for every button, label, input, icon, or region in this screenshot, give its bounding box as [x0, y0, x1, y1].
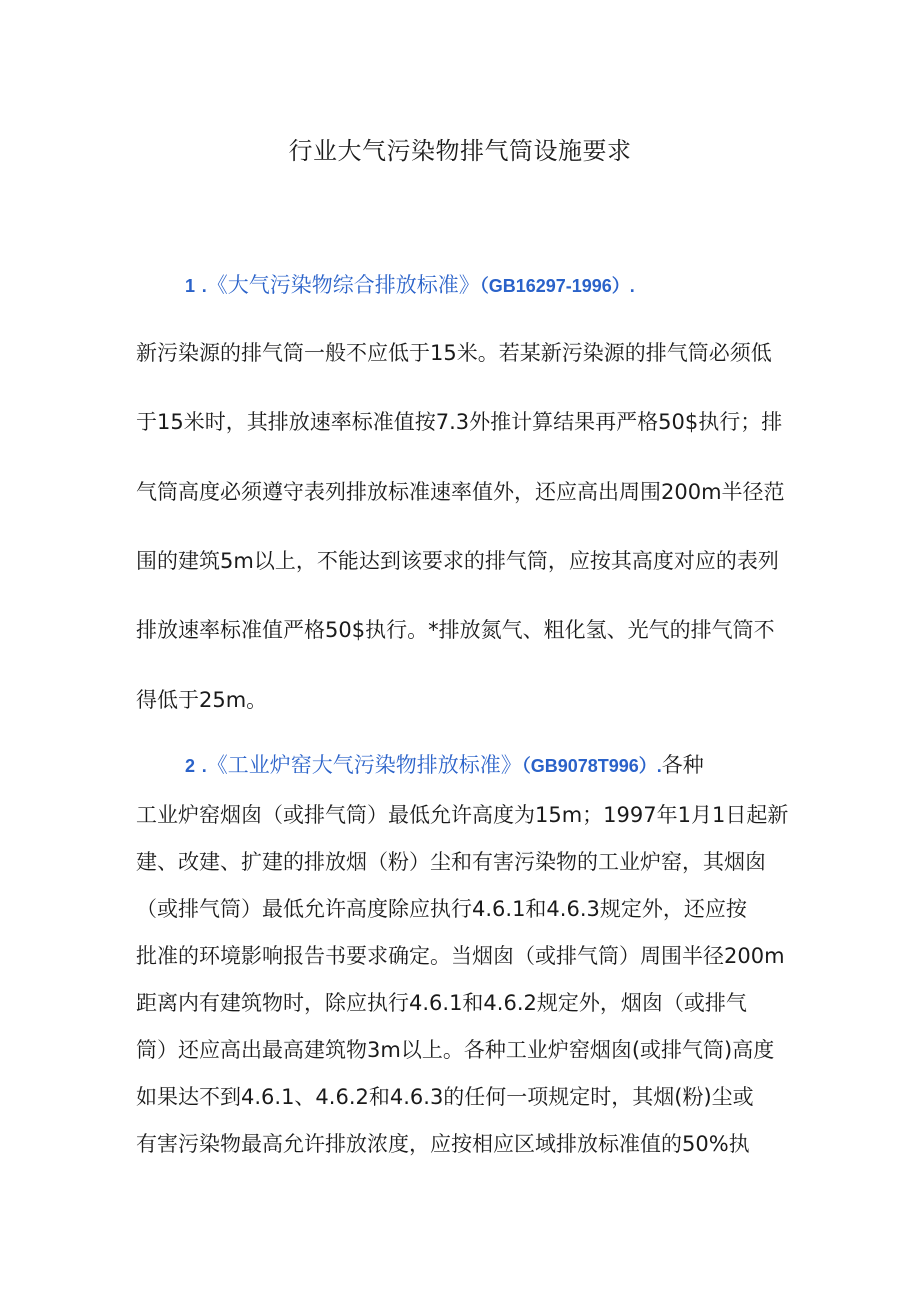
section-2-line: 有害污染物最高允许排放浓度，应按相应区域排放标准值的50%执: [136, 1132, 750, 1156]
section-1-dot: .: [201, 276, 207, 296]
section-1-standard-code: （GB16297-1996）.: [479, 276, 635, 296]
section-2-number: 2: [185, 756, 196, 776]
section-1-number: 1: [185, 276, 196, 296]
section-2-line: 工业炉窑烟囱（或排气筒）最低允许高度为15m；1997年1月1日起新: [136, 803, 789, 827]
section-1-line: 得低于25m。: [136, 688, 268, 712]
document-title: 行业大气污染物排气筒设施要求: [288, 137, 632, 165]
section-2-heading: [185, 749, 704, 782]
section-2-line: 如果达不到4.6.1、4.6.2和4.6.3的任何一项规定时，其烟(粉)尘或: [136, 1085, 754, 1109]
section-1-line: 新污染源的排气筒一般不应低于15米。若某新污染源的排气筒必须低: [136, 341, 772, 365]
section-1-line: 排放速率标准值严格50$执行。*排放氮气、粗化氢、光气的排气筒不: [136, 618, 775, 642]
section-1-standard-name: 《大气污染物综合排放标准》: [206, 273, 480, 297]
section-1-line: 于15米时，其排放速率标准值按7.3外推计算结果再严格50$执行；排: [136, 410, 783, 434]
section-2-line: 批准的环境影响报告书要求确定。当烟囱（或排气筒）周围半径200m: [136, 944, 785, 968]
section-2-line: 建、改建、扩建的排放烟（粉）尘和有害污染物的工业炉窑，其烟囱: [136, 850, 766, 874]
section-2-line: （或排气筒）最低允许高度除应执行4.6.1和4.6.3规定外，还应按: [136, 897, 747, 921]
section-2-standard-code: （GB9078T996）.: [521, 756, 662, 776]
section-2-standard-name: 《工业炉窑大气污染物排放标准》: [206, 753, 522, 777]
section-2-line: 距离内有建筑物时，除应执行4.6.1和4.6.2规定外，烟囱（或排气: [136, 991, 747, 1015]
section-2-dot: .: [201, 756, 207, 776]
section-2-line: 筒）还应高出最高建筑物3m以上。各种工业炉窑烟囱(或排气筒)高度: [136, 1038, 775, 1062]
section-1-line: 围的建筑5m以上，不能达到该要求的排气筒，应按其高度对应的表列: [136, 549, 779, 573]
section-1-heading: [185, 269, 635, 302]
section-1-line: 气筒高度必须遵守表列排放标准速率值外，还应高出周围200m半径范: [136, 480, 785, 504]
section-2-heading-tail: 各种: [661, 753, 704, 777]
